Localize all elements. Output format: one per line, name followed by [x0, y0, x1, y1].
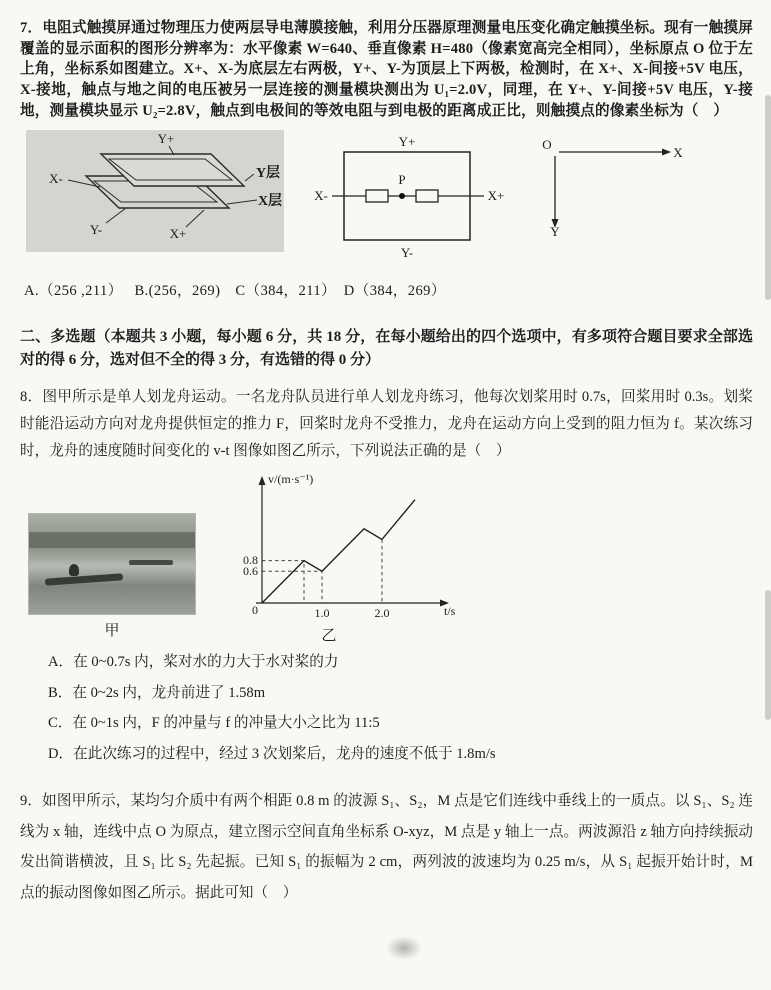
- touchscreen-layers-drawing: [26, 130, 284, 252]
- photo-boat-far: [129, 560, 173, 565]
- vt-xtick-0: 1.0: [314, 606, 330, 621]
- label-origin: O: [542, 136, 552, 152]
- label-x-layer: X层: [257, 193, 283, 209]
- graph-caption: 乙: [321, 628, 337, 645]
- scan-artifact-bottom: [386, 936, 422, 960]
- question-8-options: [48, 647, 753, 770]
- touchscreen-circuit-figure: [312, 134, 507, 267]
- label-y-minus: Y-: [400, 244, 414, 260]
- question-8-figures: [28, 471, 753, 645]
- question-7-text: 7．电阻式触摸屏通过物理压力使两层导电薄膜接触，利用分压器原理测量电压变化确定触摸坐标。现有一触摸屏覆盖的显示面积的图形分辨率为：水平像素 W=640、垂直像素 H=480（像素宽高完全相同），坐标原点 O 位于左上角，坐标系如图建立。X+、X-为底层左右两极，Y+、Y-为顶层上下两极，检测时，在 X+、X-间接+5V 电压，X-接地，触点与地之间的电压被另一层连接的测量模块测出为 U₁=2.0V，同理，在 Y+、Y-间接+5V 电压，Y-接地，测量模块显示 U₂=2.8V，触点到电极间的等效电阻与到电极的距离成正比，则触摸点的像素坐标为（ ）: [20, 20, 753, 119]
- label-y-plus: Y+: [157, 130, 175, 146]
- vt-xlabel: t/s: [444, 604, 456, 619]
- question-9-text: 9．如图甲所示，某均匀介质中有两个相距 0.8 m 的波源 S₁、S₂，M 点是它们连线中垂线上的一质点。以 S₁、S₂ 连线为 x 轴，连线中点 O 为原点，建立图示空间直角坐标系 O-xyz，M 点是 y 轴上一点。两波源沿 z 轴方向持续振动发出简谐横波，且 S₁ 比 S₂ 先起振。已知 S₁ 的振幅为 2 cm，两列波的波速均为 0.25 m/s，从 S₁ 起振开始计时，M 点的振动图像如图乙所示。据此可知（ ）: [20, 792, 753, 902]
- question-8-text: 8．图甲所示是单人划龙舟运动。一名龙舟队员进行单人划龙舟练习，他每次划桨用时 0.7s，回桨用时 0.3s。划桨时能沿运动方向对龙舟提供恒定的推力 F，回桨时龙舟不受推力，龙舟在运动方向上受到的阻力恒为 f。某次练习时，龙舟的速度随时间变化的 v-t 图像如图乙所示，下列说法正确的是（ ）: [20, 389, 753, 460]
- option-b: B．在 0~2s 内，龙舟前进了 1.58m: [48, 684, 266, 701]
- circuit-drawing: [312, 134, 507, 262]
- option-d: D．在此次练习的过程中，经过 3 次划桨后，龙舟的速度不低于 1.8m/s: [48, 745, 496, 762]
- dragon-boat-photo: [28, 513, 196, 615]
- option-c: C．在 0~1s 内，F 的冲量与 f 的冲量大小之比为 11:5: [48, 715, 380, 732]
- vt-graph: [232, 471, 472, 623]
- label-x-minus: X-: [49, 170, 63, 186]
- photo-treeline: [29, 532, 196, 548]
- label-p: P: [398, 171, 406, 187]
- y-axis-arrow: [259, 476, 266, 485]
- label-x-minus: X-: [314, 187, 328, 203]
- photo-caption: 甲: [104, 623, 120, 640]
- question-7-figures: [26, 130, 753, 267]
- photo-paddler: [69, 564, 79, 576]
- vt-ytick-1: 0.6: [243, 564, 258, 579]
- vt-ylabel: v/(m·s⁻¹): [268, 472, 314, 487]
- axes-lines: [552, 148, 672, 228]
- photo-boat-near: [45, 573, 123, 585]
- label-x-plus: X+: [487, 187, 505, 203]
- option-a: A．在 0~0.7s 内，桨对水的力大于水对桨的力: [48, 654, 339, 671]
- axes-drawing: [535, 132, 685, 237]
- touch-point-dot: [399, 193, 405, 199]
- touchscreen-layers-figure: [26, 130, 284, 252]
- scan-artifact-right-1: [765, 95, 771, 300]
- scan-artifact-right-2: [765, 590, 771, 720]
- figure-background: [26, 130, 284, 252]
- vt-origin: 0: [252, 603, 258, 618]
- vt-ytick-0: 0.8: [243, 553, 258, 568]
- label-y-axis: Y: [550, 223, 560, 237]
- question-7-choices: A.（256 ,211） B.(256，269) C（384，211） D（384，269）: [24, 282, 446, 299]
- label-y-minus: Y-: [89, 221, 103, 237]
- circuit-lines: [332, 152, 484, 240]
- pixel-coordinate-axes-figure: [535, 132, 685, 242]
- photo-block: [28, 513, 196, 640]
- vt-curve: [262, 500, 415, 603]
- label-y-plus: Y+: [398, 133, 416, 149]
- label-y-layer: Y层: [255, 165, 281, 181]
- section-2-heading: 二、多选题（本题共 3 小题，每小题 6 分，共 18 分，在每小题给出的四个选项中，有多项符合题目要求全部选对的得 6 分，选对但不全的得 3 分，有选错的得 0 分）: [20, 328, 753, 368]
- vt-graph-block: [232, 471, 472, 645]
- label-x-axis: X: [673, 144, 683, 160]
- vt-xtick-1: 2.0: [374, 606, 390, 621]
- label-x-plus: X+: [169, 225, 187, 241]
